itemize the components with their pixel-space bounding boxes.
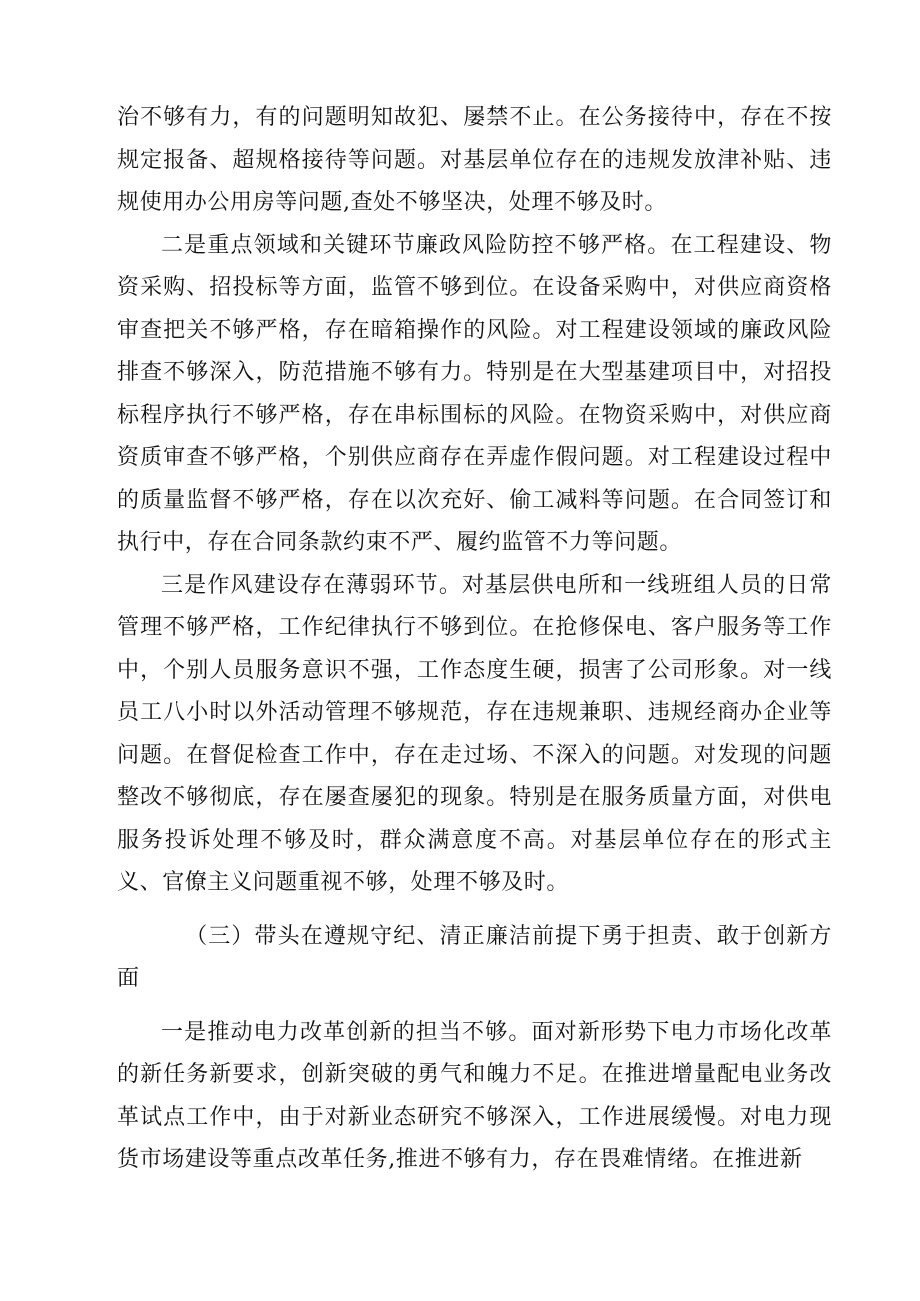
paragraph-continuation: 治不够有力，有的问题明知故犯、屡禁不止。在公务接待中，存在不按规定报备、超规格接待等问题。对基层单位存在的违规发放津补贴、违规使用办公用房等问题,查处不够坚决，处理不够及时。	[117, 105, 832, 215]
paragraph-item-one: 一是推动电力改革创新的担当不够。面对新形势下电力市场化改革的新任务新要求，创新突破的勇气和魄力不足。在推进增量配电业务改革试点工作中，由于对新业态研究不够深入，工作进展缓慢。对电力现货市场建设等重点改革任务,推进不够有力，存在畏难情绪。在推进新	[117, 1019, 832, 1172]
document-body	[117, 97, 832, 1182]
paragraph-item-two: 二是重点领域和关键环节廉政风险防控不够严格。在工程建设、物资采购、招投标等方面，监管不够到位。在设备采购中，对供应商资格审查把关不够严格，存在暗箱操作的风险。对工程建设领域的廉政风险排查不够深入，防范措施不够有力。特别是在大型基建项目中，对招投标程序执行不够严格，存在串标围标的风险。在物资采购中，对供应商资质审查不够严格，个别供应商存在弄虚作假问题。对工程建设过程中的质量监督不够严格，存在以次充好、偷工减料等问题。在合同签订和执行中，存在合同条款约束不严、履约监管不力等问题。	[117, 232, 832, 555]
section-heading: （三）带头在遵规守纪、清正廉洁前提下勇于担责、敢于创新方面	[117, 923, 832, 991]
paragraph-item-three: 三是作风建设存在薄弱环节。对基层供电所和一线班组人员的日常管理不够严格，工作纪律执行不够到位。在抢修保电、客户服务等工作中，个别人员服务意识不强，工作态度生硬，损害了公司形象。对一线员工八小时以外活动管理不够规范，存在违规兼职、违规经商办企业等问题。在督促检查工作中，存在走过场、不深入的问题。对发现的问题整改不够彻底，存在屡查屡犯的现象。特别是在服务质量方面，对供电服务投诉处理不够及时，群众满意度不高。对基层单位存在的形式主义、官僚主义问题重视不够，处理不够及时。	[117, 572, 832, 895]
